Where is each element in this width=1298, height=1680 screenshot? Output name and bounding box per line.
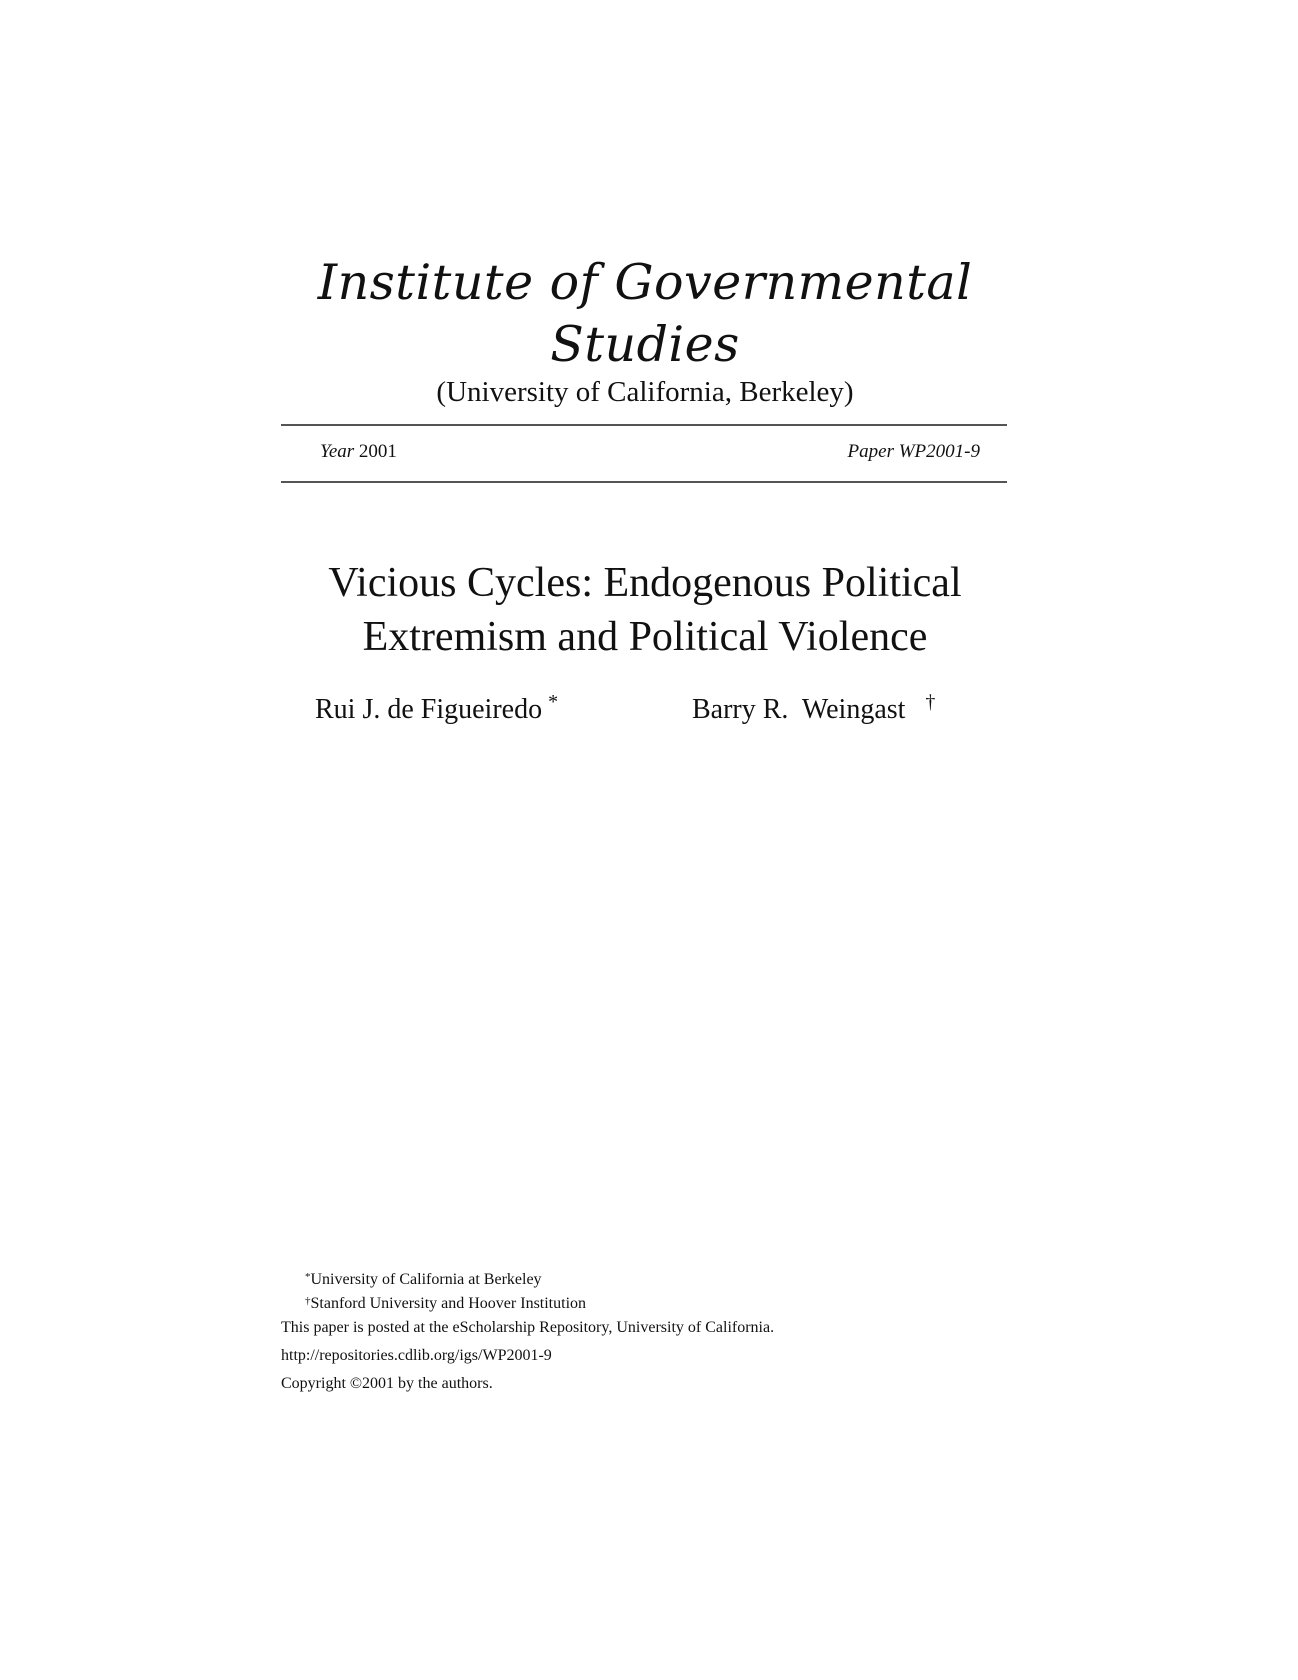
institute-affiliation: (University of California, Berkeley) <box>436 376 854 408</box>
year-label: Year <box>320 441 355 462</box>
year-field <box>320 438 397 466</box>
header-bottom-rule <box>281 481 1007 483</box>
year-value: 2001 <box>358 441 397 462</box>
author-2-footnote-mark: † <box>925 691 936 713</box>
footnote-2-mark: † <box>305 1295 311 1307</box>
paper-title-line-1: Vicious Cycles: Endogenous Political <box>328 560 962 606</box>
paper-meta-row <box>320 438 980 466</box>
footnote-1-mark: * <box>305 1271 311 1283</box>
footnote-1-text: University of California at Berkeley <box>310 1271 542 1288</box>
author-1-name: Rui J. de Figueiredo <box>315 694 543 725</box>
paper-id: WP2001-9 <box>898 441 980 462</box>
posted-notice: This paper is posted at the eScholarship Repository, University of California. <box>281 1319 775 1336</box>
footnote-2-text: Stanford University and Hoover Institution <box>310 1295 587 1312</box>
author-1 <box>315 690 558 730</box>
author-1-footnote-mark: * <box>548 691 559 713</box>
author-list <box>0 690 1298 730</box>
paper-title <box>280 556 1010 664</box>
repository-url: http://repositories.cdlib.org/igs/WP2001-9 <box>281 1347 552 1364</box>
copyright-notice: Copyright ©2001 by the authors. <box>281 1375 493 1392</box>
author-2-name: Barry R. Weingast <box>692 694 906 725</box>
footnote-affiliation-1 <box>281 1268 981 1292</box>
paper-title-line-2: Extremism and Political Violence <box>362 614 928 660</box>
paper-number-field <box>848 438 980 466</box>
institute-title-line-1: Institute of Governmental <box>317 254 973 311</box>
header-top-rule <box>281 424 1007 426</box>
author-2 <box>692 690 935 730</box>
institute-title-line-2: Studies <box>550 316 740 373</box>
footnotes-block <box>281 1268 981 1396</box>
institute-title <box>280 252 1010 376</box>
paper-label: Paper <box>847 441 894 462</box>
footnote-affiliation-2 <box>281 1292 981 1316</box>
